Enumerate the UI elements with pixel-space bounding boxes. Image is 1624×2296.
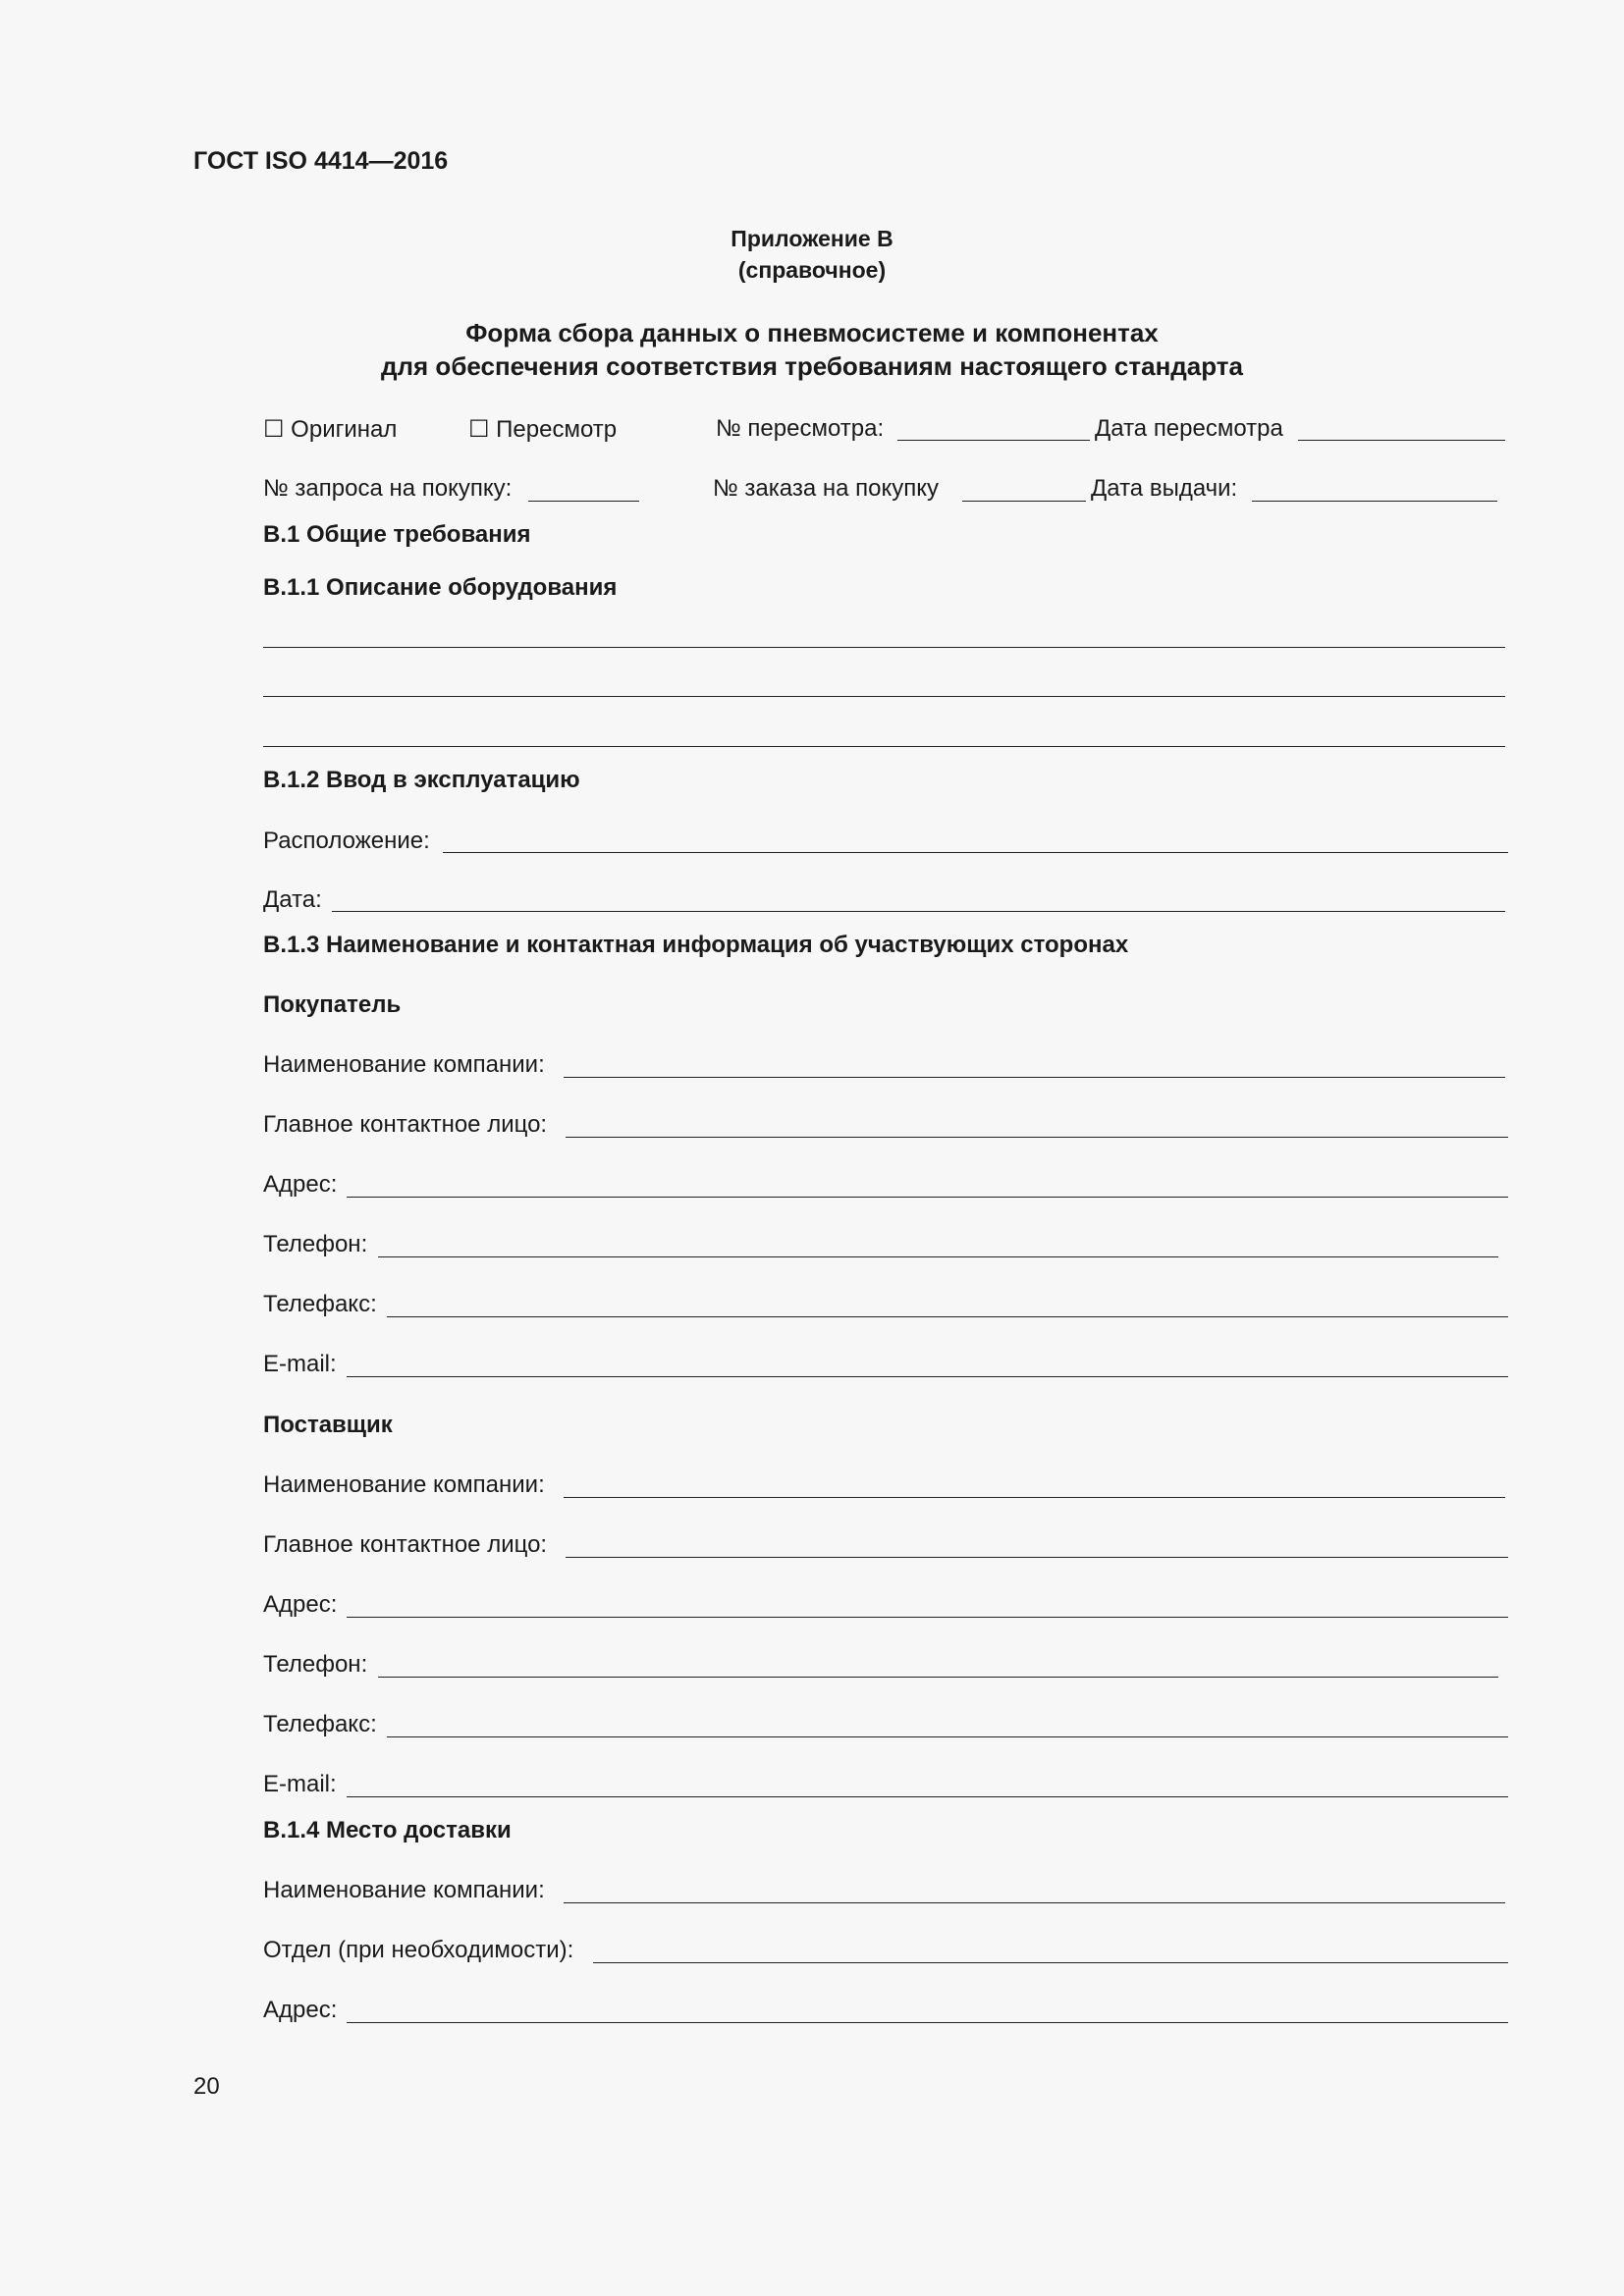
supplier-email-label: E-mail: [263, 1771, 337, 1797]
purchase-request-field[interactable] [528, 501, 639, 502]
form-title-line-1: Форма сбора данных о пневмосистеме и компонентах [465, 318, 1159, 347]
commissioning-date-field[interactable] [332, 911, 1505, 912]
delivery-company-label: Наименование компании: [263, 1877, 545, 1903]
purchase-request-label: № запроса на покупку: [263, 475, 513, 502]
buyer-email-field[interactable] [347, 1376, 1508, 1377]
form-title-line-2: для обеспечения соответствия требованиям настоящего стандарта [381, 351, 1243, 381]
supplier-address-field[interactable] [347, 1617, 1508, 1618]
issue-date-label: Дата выдачи: [1091, 475, 1238, 502]
buyer-phone-field[interactable] [378, 1256, 1498, 1257]
buyer-company-field[interactable] [564, 1077, 1505, 1078]
section-b1-heading: В.1 Общие требования [263, 521, 531, 548]
buyer-address-field[interactable] [347, 1197, 1508, 1198]
equipment-description-line-1[interactable] [263, 647, 1505, 648]
supplier-address-label: Адрес: [263, 1591, 338, 1618]
section-b11-heading: В.1.1 Описание оборудования [263, 574, 618, 601]
buyer-fax-label: Телефакс: [263, 1291, 377, 1317]
supplier-fax-label: Телефакс: [263, 1711, 377, 1737]
buyer-phone-label: Телефон: [263, 1231, 368, 1257]
section-b12-heading: В.1.2 Ввод в эксплуатацию [263, 767, 580, 793]
buyer-company-label: Наименование компании: [263, 1051, 545, 1078]
delivery-company-field[interactable] [564, 1902, 1505, 1903]
standard-designation: ГОСТ ISO 4414—2016 [193, 147, 449, 175]
commissioning-location-field[interactable] [443, 852, 1508, 853]
buyer-address-label: Адрес: [263, 1171, 338, 1198]
equipment-description-line-3[interactable] [263, 746, 1505, 747]
purchase-order-label: № заказа на покупку [713, 475, 940, 502]
section-b14-heading: В.1.4 Место доставки [263, 1817, 512, 1843]
supplier-phone-label: Телефон: [263, 1651, 368, 1678]
revision-date-label: Дата пересмотра [1095, 415, 1283, 442]
buyer-contact-label: Главное контактное лицо: [263, 1111, 548, 1138]
purchase-order-field[interactable] [962, 501, 1086, 502]
supplier-contact-field[interactable] [566, 1557, 1508, 1558]
commissioning-location-label: Расположение: [263, 828, 430, 854]
issue-date-field[interactable] [1252, 501, 1497, 502]
supplier-heading: Поставщик [263, 1412, 393, 1438]
delivery-address-field[interactable] [347, 2022, 1508, 2023]
revision-number-label: № пересмотра: [716, 415, 885, 442]
supplier-contact-label: Главное контактное лицо: [263, 1531, 548, 1558]
commissioning-date-label: Дата: [263, 886, 322, 913]
delivery-department-field[interactable] [593, 1962, 1508, 1963]
buyer-contact-field[interactable] [566, 1137, 1508, 1138]
buyer-fax-field[interactable] [387, 1316, 1508, 1317]
appendix-kind: (справочное) [737, 257, 887, 283]
supplier-email-field[interactable] [347, 1796, 1508, 1797]
supplier-phone-field[interactable] [378, 1677, 1498, 1678]
revision-date-field[interactable] [1298, 440, 1505, 441]
delivery-department-label: Отдел (при необходимости): [263, 1937, 574, 1963]
revision-checkbox[interactable]: ☐ Пересмотр [468, 416, 618, 443]
section-b13-heading: В.1.3 Наименование и контактная информация об участвующих сторонах [263, 932, 1129, 958]
delivery-address-label: Адрес: [263, 1997, 338, 2023]
equipment-description-line-2[interactable] [263, 696, 1505, 697]
buyer-heading: Покупатель [263, 991, 402, 1018]
supplier-company-label: Наименование компании: [263, 1471, 545, 1498]
revision-number-field[interactable] [897, 440, 1090, 441]
supplier-fax-field[interactable] [387, 1736, 1508, 1737]
appendix-title: Приложение В [731, 226, 893, 251]
supplier-company-field[interactable] [564, 1497, 1505, 1498]
original-checkbox[interactable]: ☐ Оригинал [263, 416, 398, 443]
page-number: 20 [193, 2073, 220, 2100]
buyer-email-label: E-mail: [263, 1351, 337, 1377]
